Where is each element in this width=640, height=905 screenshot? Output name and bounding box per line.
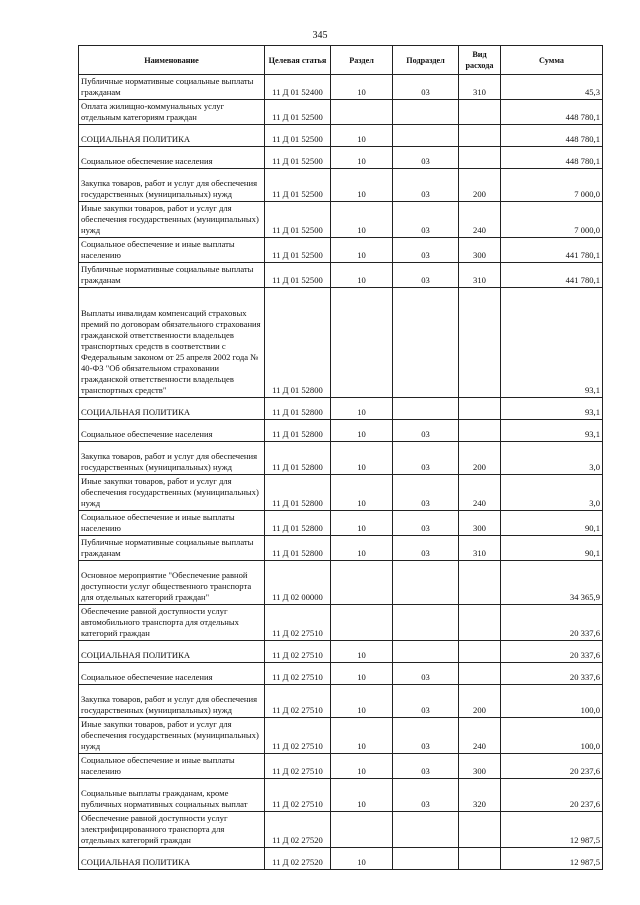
cell-sum: 3,0 <box>501 475 603 511</box>
cell-section: 10 <box>331 263 393 288</box>
cell-expense: 240 <box>459 202 501 238</box>
cell-subsection: 03 <box>393 475 459 511</box>
table-row <box>79 754 603 779</box>
cell-section: 10 <box>331 442 393 475</box>
cell-sum: 20 337,6 <box>501 663 603 685</box>
cell-name: Иные закупки товаров, работ и услуг для обеспечения государственных (муниципальных) нужд <box>79 475 265 511</box>
cell-section <box>331 100 393 125</box>
table-row <box>79 263 603 288</box>
cell-expense <box>459 125 501 147</box>
header-section: Раздел <box>331 46 393 75</box>
cell-sum: 441 780,1 <box>501 263 603 288</box>
cell-name: Иные закупки товаров, работ и услуг для обеспечения государственных (муниципальных) нужд <box>79 718 265 754</box>
cell-expense <box>459 848 501 870</box>
cell-name: Основное мероприятие "Обеспечение равной доступности услуг общественного транспорта для отдельных категорий граждан" <box>79 561 265 605</box>
cell-expense <box>459 420 501 442</box>
cell-sum: 20 237,6 <box>501 779 603 812</box>
cell-subsection: 03 <box>393 663 459 685</box>
cell-expense <box>459 100 501 125</box>
header-expense: Вид расхода <box>459 46 501 75</box>
cell-expense <box>459 561 501 605</box>
cell-code: 11 Д 01 52800 <box>265 288 331 398</box>
cell-expense: 240 <box>459 475 501 511</box>
cell-code: 11 Д 01 52800 <box>265 475 331 511</box>
cell-code: 11 Д 02 27510 <box>265 663 331 685</box>
cell-code: 11 Д 02 27510 <box>265 779 331 812</box>
cell-sum: 7 000,0 <box>501 169 603 202</box>
cell-code: 11 Д 01 52800 <box>265 420 331 442</box>
cell-expense: 320 <box>459 779 501 812</box>
cell-sum: 448 780,1 <box>501 100 603 125</box>
cell-name: Выплаты инвалидам компенсаций страховых премий по договорам обязательного страхования гражданской ответственности владельцев транспортных средств в соответствии с Федеральным законом от 25 апреля 2002 года № 40-ФЗ "Об обязательном страховании гражданской ответственности владельцев транспортных средств" <box>79 288 265 398</box>
cell-subsection: 03 <box>393 536 459 561</box>
cell-expense <box>459 663 501 685</box>
cell-name: Социальное обеспечение населения <box>79 663 265 685</box>
cell-expense: 300 <box>459 511 501 536</box>
table-row <box>79 536 603 561</box>
cell-subsection: 03 <box>393 779 459 812</box>
cell-subsection <box>393 561 459 605</box>
cell-code: 11 Д 01 52500 <box>265 169 331 202</box>
table-row <box>79 202 603 238</box>
table-row <box>79 169 603 202</box>
cell-subsection: 03 <box>393 147 459 169</box>
cell-sum: 7 000,0 <box>501 202 603 238</box>
cell-sum: 45,3 <box>501 75 603 100</box>
cell-name: Закупка товаров, работ и услуг для обеспечения государственных (муниципальных) нужд <box>79 169 265 202</box>
cell-code: 11 Д 01 52500 <box>265 125 331 147</box>
table-row <box>79 288 603 398</box>
cell-sum: 90,1 <box>501 536 603 561</box>
table-row <box>79 641 603 663</box>
cell-sum: 20 237,6 <box>501 754 603 779</box>
cell-section: 10 <box>331 511 393 536</box>
header-subsection: Подраздел <box>393 46 459 75</box>
cell-subsection <box>393 812 459 848</box>
cell-sum: 93,1 <box>501 420 603 442</box>
cell-sum: 448 780,1 <box>501 147 603 169</box>
cell-name: Социальные выплаты гражданам, кроме публичных нормативных социальных выплат <box>79 779 265 812</box>
cell-sum: 93,1 <box>501 288 603 398</box>
cell-section: 10 <box>331 75 393 100</box>
cell-name: Публичные нормативные социальные выплаты гражданам <box>79 75 265 100</box>
cell-code: 11 Д 01 52800 <box>265 511 331 536</box>
cell-code: 11 Д 01 52800 <box>265 398 331 420</box>
cell-name: Публичные нормативные социальные выплаты гражданам <box>79 536 265 561</box>
cell-expense <box>459 288 501 398</box>
table-row <box>79 663 603 685</box>
cell-code: 11 Д 02 27520 <box>265 812 331 848</box>
table-header-row <box>79 46 603 75</box>
cell-sum: 93,1 <box>501 398 603 420</box>
cell-subsection: 03 <box>393 718 459 754</box>
table-row <box>79 442 603 475</box>
cell-subsection: 03 <box>393 420 459 442</box>
cell-subsection <box>393 125 459 147</box>
table-row <box>79 561 603 605</box>
cell-subsection <box>393 100 459 125</box>
cell-subsection: 03 <box>393 75 459 100</box>
header-sum: Сумма <box>501 46 603 75</box>
cell-code: 11 Д 01 52500 <box>265 238 331 263</box>
cell-expense <box>459 812 501 848</box>
cell-name: Обеспечение равной доступности услуг автомобильного транспорта для отдельных категорий граждан <box>79 605 265 641</box>
cell-expense <box>459 398 501 420</box>
cell-section: 10 <box>331 754 393 779</box>
cell-section: 10 <box>331 420 393 442</box>
table-row <box>79 511 603 536</box>
cell-sum: 12 987,5 <box>501 848 603 870</box>
cell-name: Социальное обеспечение и иные выплаты населению <box>79 238 265 263</box>
cell-subsection: 03 <box>393 442 459 475</box>
cell-sum: 90,1 <box>501 511 603 536</box>
cell-expense: 200 <box>459 169 501 202</box>
cell-sum: 20 337,6 <box>501 605 603 641</box>
cell-sum: 20 337,6 <box>501 641 603 663</box>
cell-sum: 100,0 <box>501 685 603 718</box>
cell-name: Оплата жилищно-коммунальных услуг отдельным категориям граждан <box>79 100 265 125</box>
cell-code: 11 Д 02 27510 <box>265 718 331 754</box>
cell-subsection: 03 <box>393 511 459 536</box>
cell-expense: 240 <box>459 718 501 754</box>
table-row <box>79 812 603 848</box>
cell-name: Закупка товаров, работ и услуг для обеспечения государственных (муниципальных) нужд <box>79 442 265 475</box>
cell-section: 10 <box>331 718 393 754</box>
cell-code: 11 Д 01 52400 <box>265 75 331 100</box>
table-row <box>79 125 603 147</box>
budget-table <box>78 45 603 870</box>
cell-name: Обеспечение равной доступности услуг электрифицированного транспорта для отдельных категорий граждан <box>79 812 265 848</box>
cell-section <box>331 605 393 641</box>
cell-section <box>331 561 393 605</box>
cell-code: 11 Д 01 52500 <box>265 263 331 288</box>
cell-section <box>331 812 393 848</box>
cell-code: 11 Д 02 00000 <box>265 561 331 605</box>
cell-section: 10 <box>331 202 393 238</box>
cell-sum: 441 780,1 <box>501 238 603 263</box>
cell-sum: 34 365,9 <box>501 561 603 605</box>
cell-name: СОЦИАЛЬНАЯ ПОЛИТИКА <box>79 398 265 420</box>
cell-name: Социальное обеспечение и иные выплаты населению <box>79 754 265 779</box>
cell-sum: 100,0 <box>501 718 603 754</box>
cell-code: 11 Д 01 52500 <box>265 202 331 238</box>
cell-section: 10 <box>331 238 393 263</box>
cell-sum: 448 780,1 <box>501 125 603 147</box>
cell-expense <box>459 641 501 663</box>
cell-section: 10 <box>331 398 393 420</box>
table-row <box>79 475 603 511</box>
cell-subsection: 03 <box>393 169 459 202</box>
cell-name: СОЦИАЛЬНАЯ ПОЛИТИКА <box>79 641 265 663</box>
cell-code: 11 Д 01 52800 <box>265 536 331 561</box>
cell-code: 11 Д 02 27510 <box>265 754 331 779</box>
cell-expense: 200 <box>459 442 501 475</box>
table-row <box>79 100 603 125</box>
cell-expense: 300 <box>459 754 501 779</box>
cell-sum: 12 987,5 <box>501 812 603 848</box>
cell-section: 10 <box>331 685 393 718</box>
cell-subsection <box>393 288 459 398</box>
cell-subsection: 03 <box>393 754 459 779</box>
cell-section: 10 <box>331 848 393 870</box>
cell-subsection <box>393 641 459 663</box>
table-row <box>79 605 603 641</box>
cell-name: Публичные нормативные социальные выплаты гражданам <box>79 263 265 288</box>
cell-expense <box>459 147 501 169</box>
cell-section: 10 <box>331 536 393 561</box>
cell-name: Иные закупки товаров, работ и услуг для обеспечения государственных (муниципальных) нужд <box>79 202 265 238</box>
cell-section: 10 <box>331 779 393 812</box>
cell-expense: 310 <box>459 536 501 561</box>
cell-name: СОЦИАЛЬНАЯ ПОЛИТИКА <box>79 848 265 870</box>
cell-section: 10 <box>331 663 393 685</box>
cell-section: 10 <box>331 147 393 169</box>
cell-subsection <box>393 605 459 641</box>
cell-expense: 310 <box>459 75 501 100</box>
cell-section <box>331 288 393 398</box>
cell-subsection: 03 <box>393 263 459 288</box>
page-number: 345 <box>312 30 328 41</box>
cell-code: 11 Д 01 52800 <box>265 442 331 475</box>
cell-code: 11 Д 02 27510 <box>265 641 331 663</box>
cell-subsection <box>393 398 459 420</box>
table-row <box>79 147 603 169</box>
cell-code: 11 Д 01 52500 <box>265 100 331 125</box>
cell-subsection: 03 <box>393 238 459 263</box>
cell-subsection: 03 <box>393 202 459 238</box>
cell-name: Закупка товаров, работ и услуг для обеспечения государственных (муниципальных) нужд <box>79 685 265 718</box>
table-row <box>79 685 603 718</box>
cell-code: 11 Д 01 52500 <box>265 147 331 169</box>
cell-expense: 310 <box>459 263 501 288</box>
cell-section: 10 <box>331 641 393 663</box>
cell-name: Социальное обеспечение населения <box>79 147 265 169</box>
cell-code: 11 Д 02 27520 <box>265 848 331 870</box>
table-row <box>79 420 603 442</box>
table-row <box>79 75 603 100</box>
cell-name: Социальное обеспечение и иные выплаты населению <box>79 511 265 536</box>
cell-section: 10 <box>331 475 393 511</box>
table-row <box>79 779 603 812</box>
cell-subsection <box>393 848 459 870</box>
cell-name: СОЦИАЛЬНАЯ ПОЛИТИКА <box>79 125 265 147</box>
cell-name: Социальное обеспечение населения <box>79 420 265 442</box>
table-row <box>79 718 603 754</box>
table-row <box>79 848 603 870</box>
table-row <box>79 398 603 420</box>
cell-expense: 300 <box>459 238 501 263</box>
header-name: Наименование <box>79 46 265 75</box>
cell-sum: 3,0 <box>501 442 603 475</box>
cell-expense <box>459 605 501 641</box>
cell-subsection: 03 <box>393 685 459 718</box>
table-row <box>79 238 603 263</box>
cell-section: 10 <box>331 169 393 202</box>
cell-code: 11 Д 02 27510 <box>265 685 331 718</box>
cell-expense: 200 <box>459 685 501 718</box>
cell-code: 11 Д 02 27510 <box>265 605 331 641</box>
cell-section: 10 <box>331 125 393 147</box>
header-code: Целевая статья <box>265 46 331 75</box>
